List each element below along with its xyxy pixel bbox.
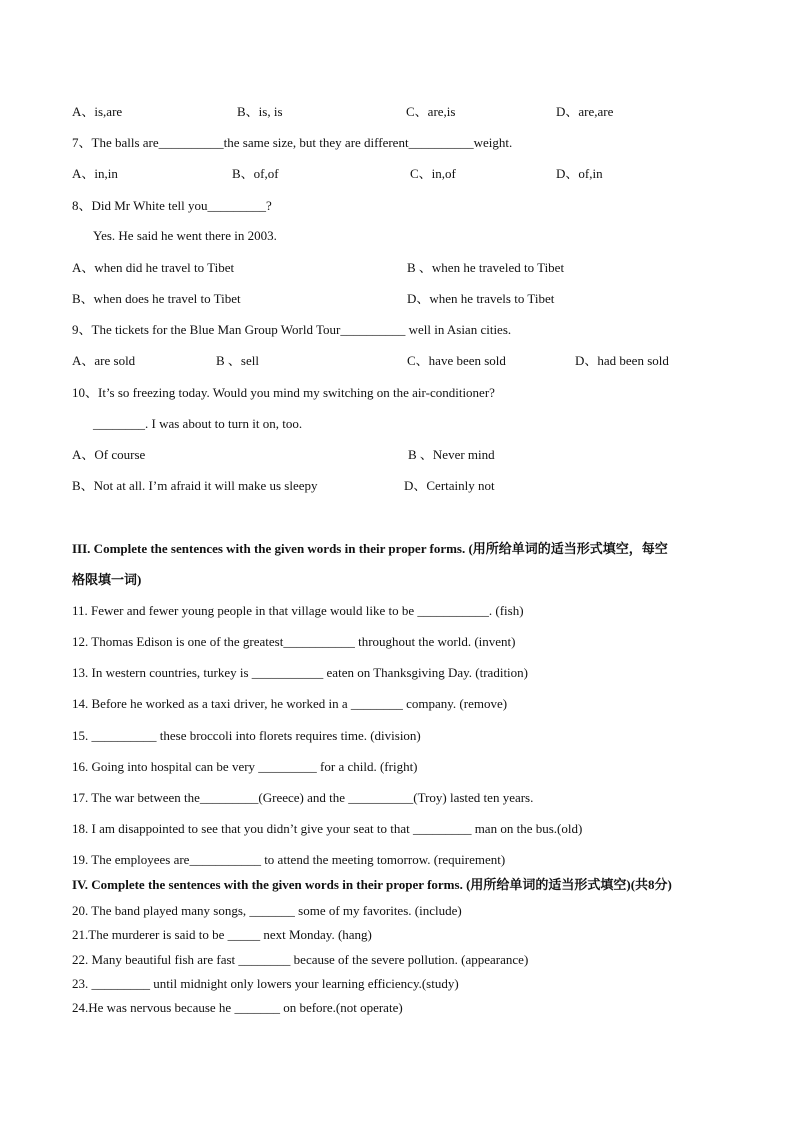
- section4-heading: IV. Complete the sentences with the given words in their proper forms. (用所给单词的适当形式填空)(共8分): [72, 877, 672, 892]
- q10-option-c: B、Not at all. I’m afraid it will make us sleepy: [72, 478, 318, 493]
- q10-option-a: A、Of course: [72, 447, 146, 462]
- section3-item: 17. The war between the_________(Greece) and the __________(Troy) lasted ten years.: [72, 790, 534, 805]
- q9-question: 9、The tickets for the Blue Man Group World Tour__________ well in Asian cities.: [72, 322, 512, 337]
- section3-item: 19. The employees are___________ to attend the meeting tomorrow. (requirement): [72, 852, 506, 867]
- section3-item: 15. __________ these broccoli into florets requires time. (division): [72, 728, 421, 743]
- section3-heading-cont: 格限填一词): [72, 572, 142, 587]
- section3-item: 12. Thomas Edison is one of the greatest___________ throughout the world. (invent): [72, 634, 516, 649]
- q8-question: 8、Did Mr White tell you_________?: [72, 198, 272, 213]
- q6-option-b: B、is, is: [237, 104, 283, 119]
- section3-heading: III. Complete the sentences with the given words in their proper forms. (用所给单词的适当形式填空，每空: [72, 541, 668, 556]
- section3-item: 18. I am disappointed to see that you didn’t give your seat to that _________ man on the bus.(old): [72, 821, 583, 836]
- q7-option-b: B、of,of: [232, 166, 279, 181]
- q9-option-d: D、had been sold: [575, 353, 669, 368]
- q10-option-b: B 、Never mind: [408, 447, 495, 462]
- q6-option-d: D、are,are: [556, 104, 614, 119]
- q7-option-d: D、of,in: [556, 166, 603, 181]
- section3-item: 13. In western countries, turkey is ___________ eaten on Thanksgiving Day. (tradition): [72, 665, 528, 680]
- q9-option-b: B 、sell: [216, 353, 259, 368]
- q8-option-a: A、when did he travel to Tibet: [72, 260, 235, 275]
- q9-option-a: A、are sold: [72, 353, 136, 368]
- section4-item: 23. _________ until midnight only lowers your learning efficiency.(study): [72, 976, 459, 991]
- q10-answer-line: ________. I was about to turn it on, too.: [93, 416, 303, 431]
- q7-question: 7、The balls are__________the same size, but they are different__________weight.: [72, 135, 513, 150]
- section4-item: 21.The murderer is said to be _____ next Monday. (hang): [72, 927, 372, 942]
- section4-item: 20. The band played many songs, _______ some of my favorites. (include): [72, 903, 462, 918]
- q7-option-a: A、in,in: [72, 166, 118, 181]
- q6-option-c: C、are,is: [406, 104, 456, 119]
- q6-option-a: A、is,are: [72, 104, 123, 119]
- q10-option-d: D、Certainly not: [404, 478, 495, 493]
- q10-question: 10、It’s so freezing today. Would you mind my switching on the air-conditioner?: [72, 385, 495, 400]
- section3-item: 11. Fewer and fewer young people in that village would like to be ___________. (fish): [72, 603, 524, 618]
- q8-answer-line: Yes. He said he went there in 2003.: [93, 228, 277, 243]
- q8-option-d: D、when he travels to Tibet: [407, 291, 555, 306]
- section3-item: 14. Before he worked as a taxi driver, he worked in a ________ company. (remove): [72, 696, 508, 711]
- section4-item: 22. Many beautiful fish are fast ________ because of the severe pollution. (appearance): [72, 952, 529, 967]
- section4-item: 24.He was nervous because he _______ on before.(not operate): [72, 1000, 403, 1015]
- q8-option-c: B、when does he travel to Tibet: [72, 291, 241, 306]
- q7-option-c: C、in,of: [410, 166, 456, 181]
- section3-item: 16. Going into hospital can be very _________ for a child. (fright): [72, 759, 418, 774]
- q9-option-c: C、have been sold: [407, 353, 506, 368]
- q8-option-b: B 、when he traveled to Tibet: [407, 260, 565, 275]
